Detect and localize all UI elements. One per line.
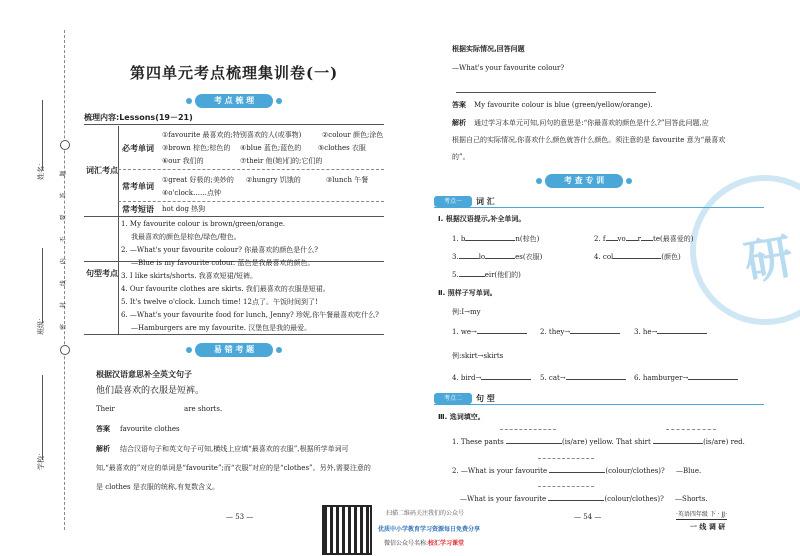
brand-tag: ·英语四年级 下 · JJ·: [676, 511, 727, 518]
stamp-text: 研: [740, 228, 798, 292]
answer-label: 答案: [452, 101, 466, 109]
choice-item: 1. These pants (is/are) yellow. That shirt (is/are) red.: [452, 438, 745, 446]
part1-title: Ⅰ. 根据汉语提示,补全单词。: [438, 215, 526, 223]
topic-tag-1: 考点一: [434, 196, 472, 207]
page-number-right: — 54 —: [574, 513, 602, 521]
topic-tag-2: 考点二: [434, 393, 472, 404]
sentence-line: 2. —What's your favourite colour? 你最喜欢的颜色是什么?: [121, 246, 318, 254]
word-item: ⑦their 他(她)们的;它们的: [240, 157, 323, 165]
vocab-section-label: 词汇考点: [86, 166, 118, 175]
sentence-line: —Hamburgers are my favourite. 汉堡包是我的最爱。: [131, 324, 312, 332]
analysis-label: 解析: [452, 119, 466, 127]
right-instruction: 根据实际情况,回答问题: [452, 45, 525, 53]
binding-hole: [60, 345, 70, 355]
phrase-item: hot dog 热狗: [162, 205, 206, 213]
sentence-line: 3. I like skirts/shorts. 我喜欢短裙/短裤。: [121, 272, 258, 280]
watermark-stamp: [690, 175, 800, 325]
fill-item: 2. f vo r te(最喜爱的): [594, 235, 694, 243]
question-cn: 他们最喜欢的衣服是短裤。: [96, 386, 205, 396]
word-item: ②hungry 饥饿的: [246, 176, 301, 184]
analysis-line: 是 clothes 是衣服的统称,有复数含义。: [96, 483, 220, 491]
qr-code: [322, 505, 372, 555]
fill-item: 1. b n(棕色): [452, 235, 540, 243]
topic-title-2: 句 型: [476, 394, 495, 403]
sentence-line: 6. —What's your favourite food for lunch, Jenny? 珍妮,你午餐最喜欢吃什么?: [121, 311, 379, 319]
word-item: ③brown 棕色;棕色的: [162, 144, 231, 152]
analysis-line: 根据自己的实际情况,你喜欢什么颜色就答什么颜色。须注意的是 favourite 意为“最喜欢: [452, 136, 726, 144]
fill-item: 6. hamburger→: [634, 373, 738, 383]
word-item: ①great 好极的;美妙的: [162, 176, 234, 184]
school-label: 学校：: [37, 449, 45, 470]
part2-title: Ⅱ. 照样子写单词。: [438, 289, 497, 297]
answer-label: 答案: [96, 425, 110, 433]
sentence-line: 1. My favourite colour is brown/green/orange.: [121, 220, 286, 228]
footer-line1: 优质中小学教育学习资源每日免费分享: [378, 526, 481, 533]
analysis-line: 结合汉语句子和英文句子可知,横线上应填“最喜欢的衣服”,根据所学单词可: [120, 445, 349, 453]
page-title: 第四单元考点梳理集训卷(一): [130, 64, 339, 82]
word-item: ②colour 颜色;涂色: [322, 131, 384, 139]
binding-hole: [60, 140, 70, 150]
example-2: 例:skirt→skirts: [452, 352, 504, 360]
fill-item: 3. he→: [634, 327, 707, 337]
analysis-label: 解析: [96, 445, 110, 453]
part3-title: Ⅲ. 选词填空。: [438, 413, 485, 421]
sentence-section-label: 句型考点: [86, 269, 118, 278]
word-item: ①favourite 最喜欢的;特别喜欢的人(或事物): [162, 131, 302, 139]
right-question: —What's your favourite colour?: [452, 64, 565, 72]
footer-line2: 微信公众号名称:校汇学习课堂: [384, 540, 465, 547]
word-item: ⑤clothes 衣服: [318, 144, 366, 152]
sentence-line: 5. It's twelve o'clock. Lunch time! 12点了。午饭时间到了!: [121, 298, 318, 306]
name-label: 姓名：: [37, 159, 45, 180]
fill-item: 4. col (颜色): [594, 253, 681, 261]
analysis-line: 知,“最喜欢的”对应的单词是“favourite”;而“衣服”对应的是“clothes”。另外,需要注意的: [96, 464, 371, 472]
section-banner-yicuo: 易 错 考 题: [195, 343, 273, 357]
required-words-label: 必考单词: [122, 144, 154, 153]
common-words-label: 常考单词: [122, 182, 154, 191]
fill-item: 2. they→: [540, 327, 620, 337]
seal-line-text: 密 封 线 内 不 要 答 题: [60, 163, 67, 330]
outline-label: 梳理内容:Lessons(19－21): [84, 113, 193, 122]
word-item: ⑥our 我们的: [162, 157, 204, 165]
answer-line: [456, 92, 656, 93]
word-item: ③lunch 午餐: [326, 176, 369, 184]
question-en-left: Their: [96, 405, 115, 413]
answer-text: favourite clothes: [120, 425, 180, 433]
answer-text: My favourite colour is blue (green/yellow/orange).: [474, 101, 653, 109]
sentence-line: 我最喜欢的颜色是棕色/绿色/橙色。: [131, 233, 241, 241]
analysis-line: 的”。: [452, 153, 470, 161]
brand-name: 一 线 调 研: [690, 523, 726, 531]
fill-item: 5. eir(他们的): [452, 271, 521, 279]
section-banner-kaoqing: 考 查 专 训: [545, 174, 623, 188]
fill-item: 4. bird→: [452, 373, 531, 383]
word-item: ④o'clock……点钟: [162, 189, 221, 197]
analysis-line: 通过学习本单元可知,问句的意思是:“你最喜欢的颜色是什么?”回答此问题,应: [474, 119, 709, 127]
section-banner-kaodian: 考 点 梳 理: [195, 94, 273, 108]
example-1: 例:I→my: [452, 308, 481, 316]
choice-item: 2. —What is your favourite (colour/clothes)? —Blue.: [452, 467, 702, 475]
fill-item: 3. lo es(衣服): [452, 253, 543, 261]
fill-item: 5. cat→: [540, 373, 626, 383]
sentence-line: —Blue is my favourite colour. 蓝色是我最喜欢的颜色。: [131, 259, 315, 267]
page-number-left: — 53 —: [226, 513, 254, 521]
footer-scan: 扫描二维码关注我们的公众号: [386, 510, 465, 517]
topic-title-1: 词 汇: [476, 197, 495, 206]
word-item: ④blue 蓝色;蓝色的: [240, 144, 302, 152]
fill-item: 1. we→: [452, 327, 527, 337]
common-phrases-label: 常考短语: [122, 205, 154, 214]
choice-item: —What is your favourite (colour/clothes)? —Shorts.: [460, 495, 708, 503]
class-label: 班级：: [37, 314, 45, 335]
question-instruction: 根据汉语意思补全英文句子: [96, 370, 192, 379]
question-en-right: are shorts.: [184, 405, 223, 413]
sentence-line: 4. Our favourite clothes are skirts. 我们最喜欢的衣服是短裙。: [121, 285, 330, 293]
